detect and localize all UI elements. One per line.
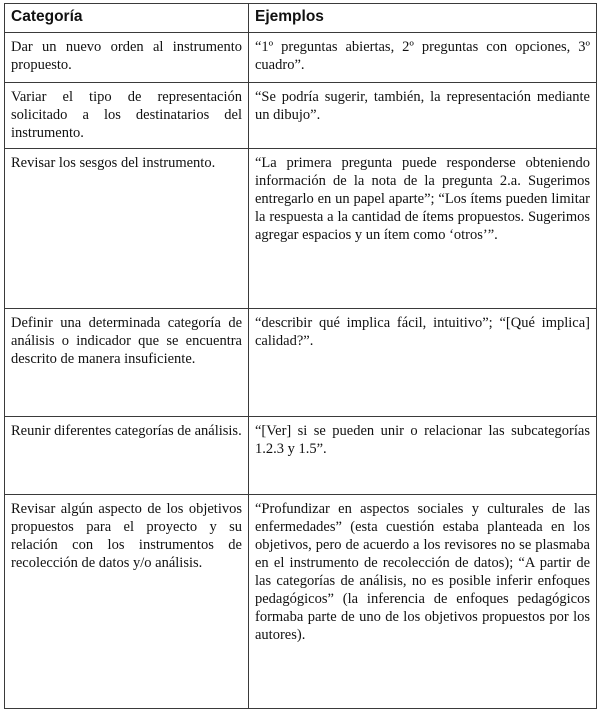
row-categoria: Revisar algún aspecto de los objetivos propuestos para el proyecto y su relación con los instrumentos de recolección de datos y/o análisis. (5, 495, 249, 709)
table-row (5, 83, 597, 149)
row-ejemplos: “[Ver] si se pueden unir o relacionar las subcategorías 1.2.3 y 1.5”. (249, 417, 597, 495)
row-ejemplos: “La primera pregunta puede responderse obteniendo información de la nota de la pregunta 2.a. Sugerimos entregarlo en un papel aparte”; “Los ítems pueden limitar la respuesta a la cantidad de ítems propuestos. Sugerimos agregar espacios y un ítem como ‘otros’”. (249, 149, 597, 309)
categories-table (4, 3, 597, 709)
table-row (5, 309, 597, 417)
table-header-row (5, 4, 597, 33)
row-categoria: Revisar los sesgos del instrumento. (5, 149, 249, 309)
row-categoria: Definir una determinada categoría de análisis o indicador que se encuentra descrito de manera insuficiente. (5, 309, 249, 417)
row-ejemplos: “1º preguntas abiertas, 2º preguntas con opciones, 3º cuadro”. (249, 33, 597, 83)
table-row (5, 33, 597, 83)
table-row (5, 417, 597, 495)
row-categoria: Variar el tipo de representación solicitado a los destinatarios del instrumento. (5, 83, 249, 149)
row-categoria: Dar un nuevo orden al instrumento propuesto. (5, 33, 249, 83)
row-ejemplos: “Profundizar en aspectos sociales y culturales de las enfermedades” (esta cuestión estaba planteada en los objetivos, pero de acuerdo a los revisores no se plasmaba en el instrumento de recolección de datos); “A partir de las categorías de análisis, no es posible inferir enfoques pedagógicos” (la inferencia de enfoques pedagógicos formaba parte de uno de los objetivos propuestos por los autores). (249, 495, 597, 709)
row-categoria: Reunir diferentes categorías de análisis. (5, 417, 249, 495)
table-row (5, 149, 597, 309)
header-categoria: Categoría (5, 4, 249, 33)
row-ejemplos: “describir qué implica fácil, intuitivo”; “[Qué implica] calidad?”. (249, 309, 597, 417)
table-row (5, 495, 597, 709)
header-ejemplos: Ejemplos (249, 4, 597, 33)
row-ejemplos: “Se podría sugerir, también, la representación mediante un dibujo”. (249, 83, 597, 149)
